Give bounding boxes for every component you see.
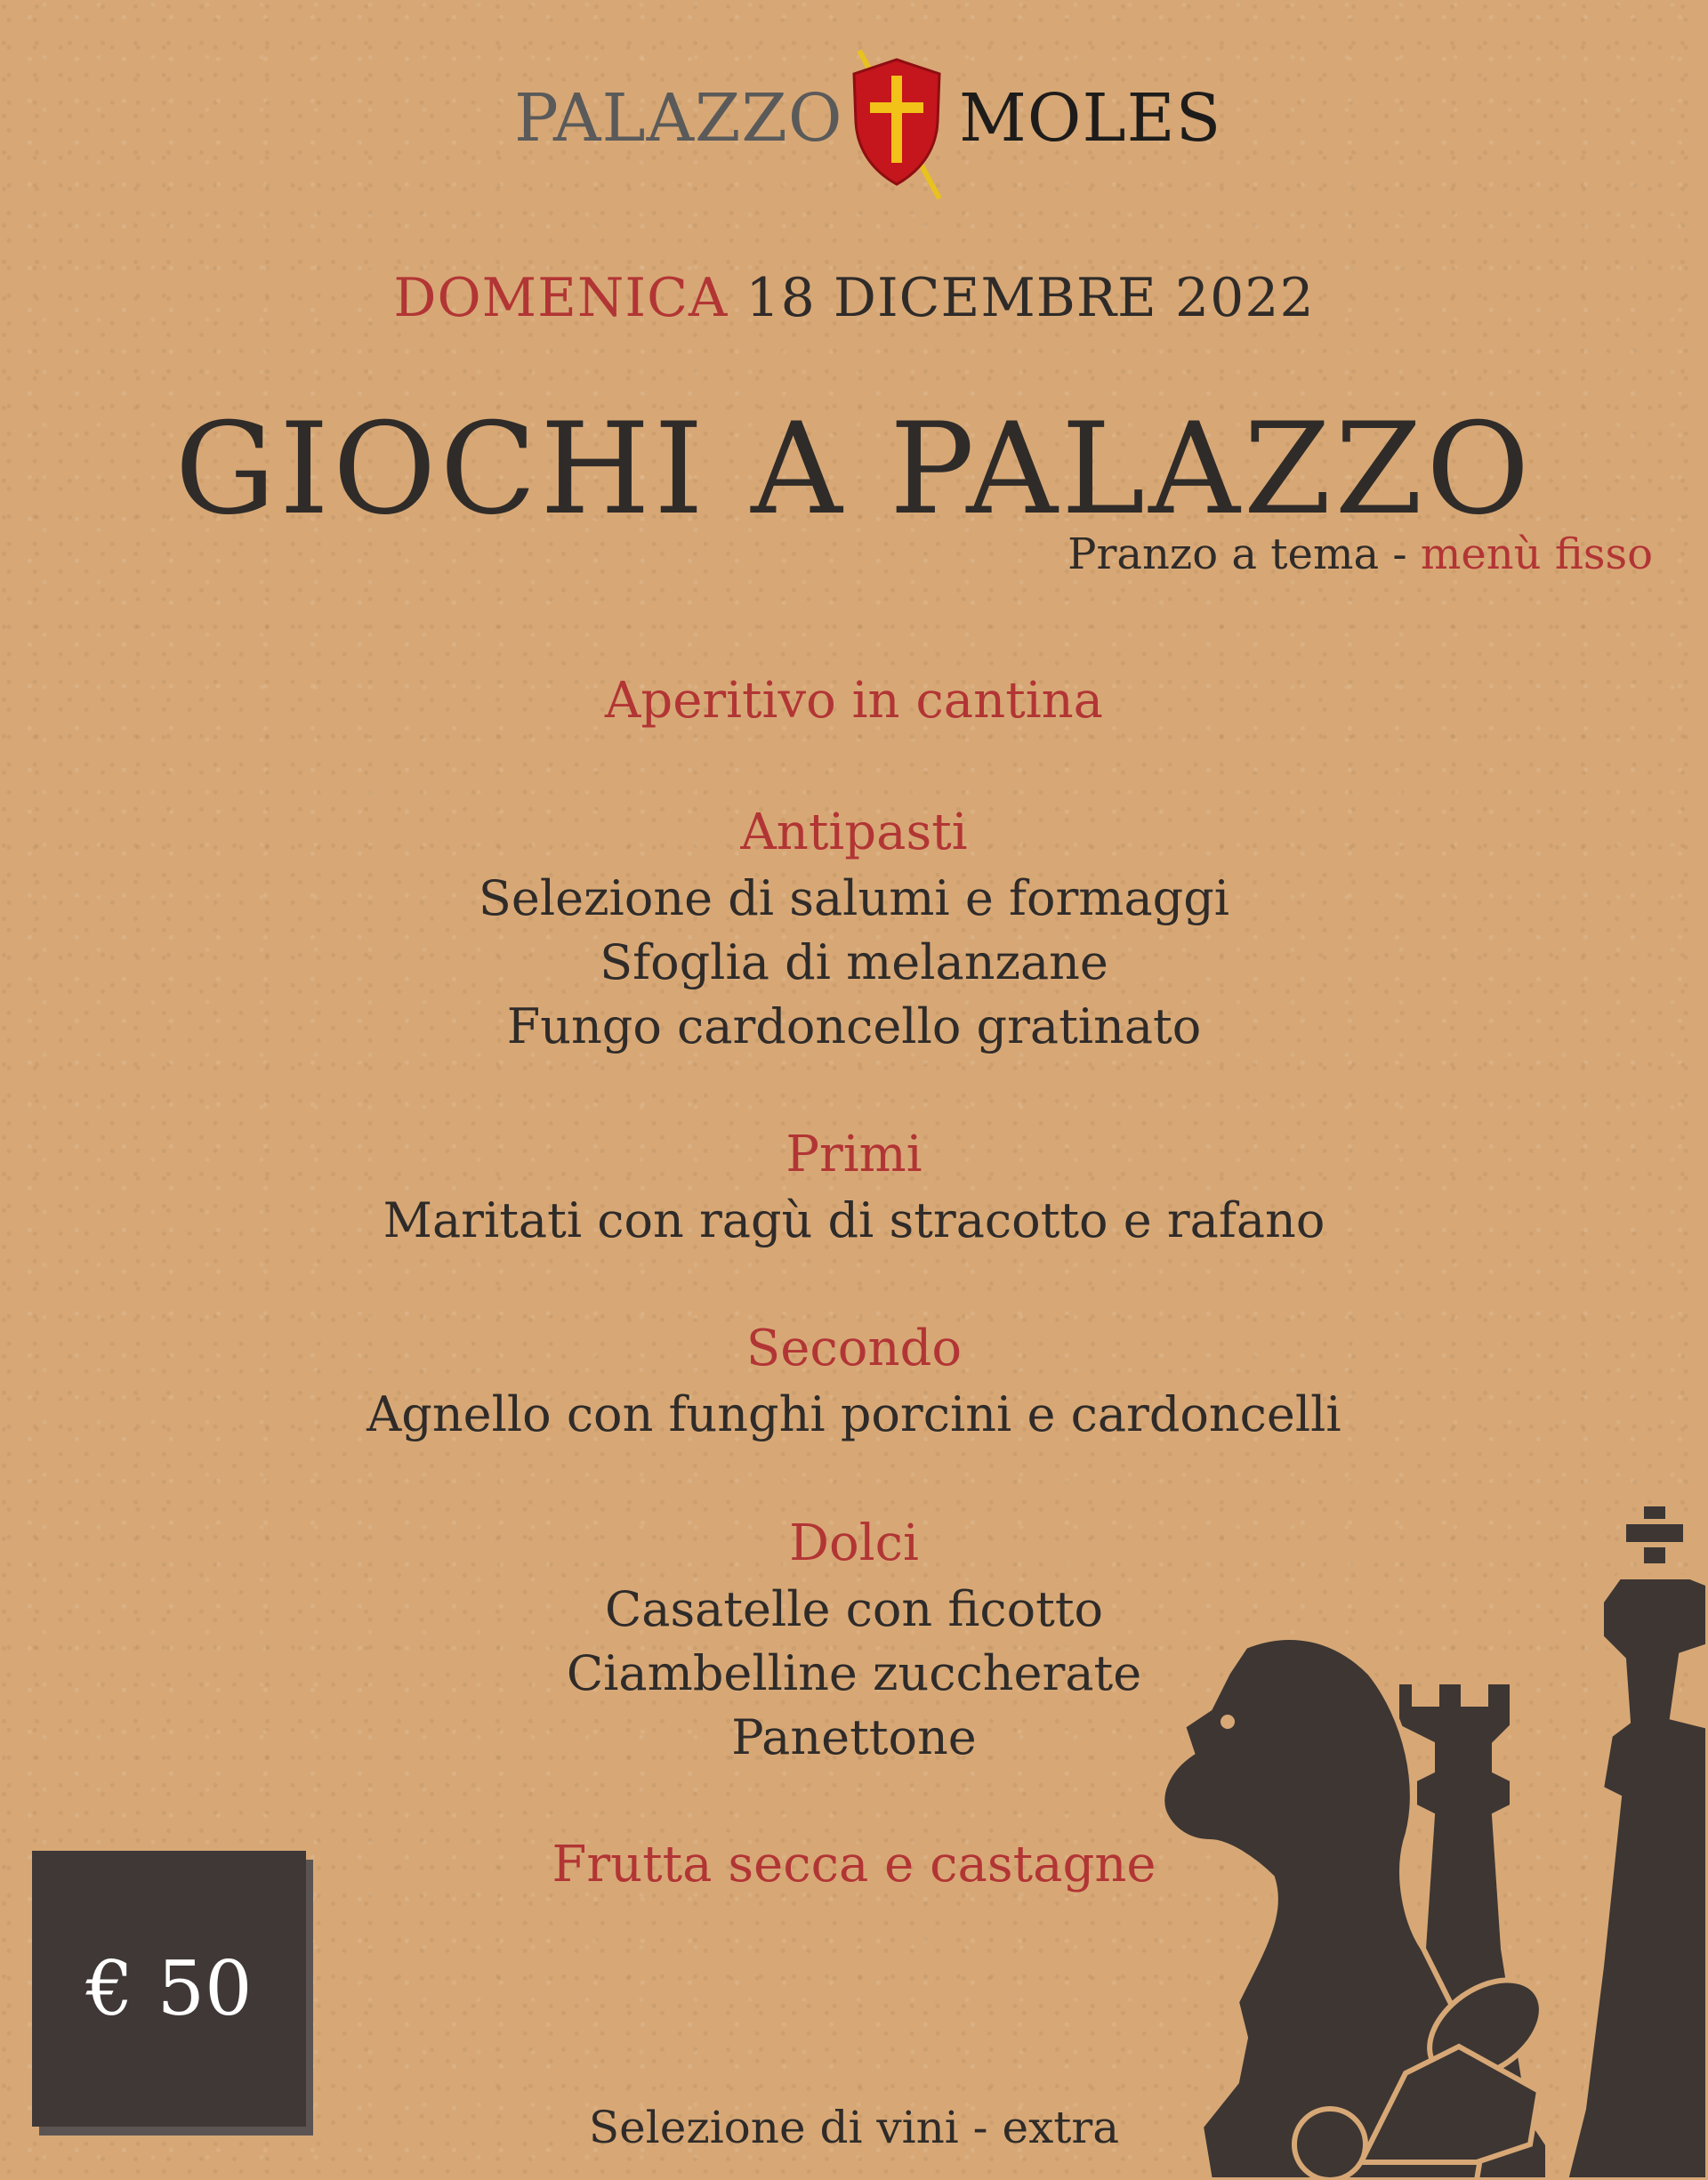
chess-king-icon xyxy=(1566,1504,1708,2180)
menu-item: Sfoglia di melanzane xyxy=(600,934,1108,990)
course-heading-antipasti: Antipasti xyxy=(740,803,968,861)
chess-pieces-illustration xyxy=(1139,1504,1708,2180)
course-heading-dolci: Dolci xyxy=(789,1514,919,1572)
menu-item: Agnello con funghi porcini e cardoncelli xyxy=(367,1386,1341,1442)
logo-text-moles: MOLES xyxy=(959,80,1222,157)
menu-item: Casatelle con ficotto xyxy=(604,1581,1104,1637)
course-heading-primi: Primi xyxy=(786,1126,922,1183)
subtitle-highlight: menù fisso xyxy=(1420,529,1653,579)
wines-note: Selezione di vini - extra xyxy=(588,2102,1120,2153)
logo-text-palazzo: PALAZZO xyxy=(514,80,843,157)
event-date-text: 18 DICEMBRE 2022 xyxy=(745,267,1315,329)
brand-logo xyxy=(0,49,1708,200)
price-text: € 50 xyxy=(85,1945,253,2032)
menu-item: Selezione di salumi e formaggi xyxy=(478,870,1230,926)
subtitle xyxy=(1068,529,1653,579)
closing-heading: Frutta secca e castagne xyxy=(552,1836,1156,1893)
aperitivo-heading: Aperitivo in cantina xyxy=(604,672,1104,730)
page-title: GIOCHI A PALAZZO xyxy=(174,396,1534,543)
course-heading-secondo: Secondo xyxy=(745,1320,963,1377)
menu-item: Panettone xyxy=(731,1709,977,1765)
event-date xyxy=(0,267,1708,329)
red-shield-cross-icon xyxy=(843,49,950,200)
menu-item: Maritati con ragù di stracotto e rafano xyxy=(383,1192,1325,1248)
menu-item: Ciambelline zuccherate xyxy=(566,1645,1142,1701)
event-day: DOMENICA xyxy=(393,267,729,329)
price-badge xyxy=(32,1851,306,2127)
subtitle-prefix: Pranzo a tema - xyxy=(1068,529,1421,579)
menu-item: Fungo cardoncello gratinato xyxy=(506,998,1202,1054)
